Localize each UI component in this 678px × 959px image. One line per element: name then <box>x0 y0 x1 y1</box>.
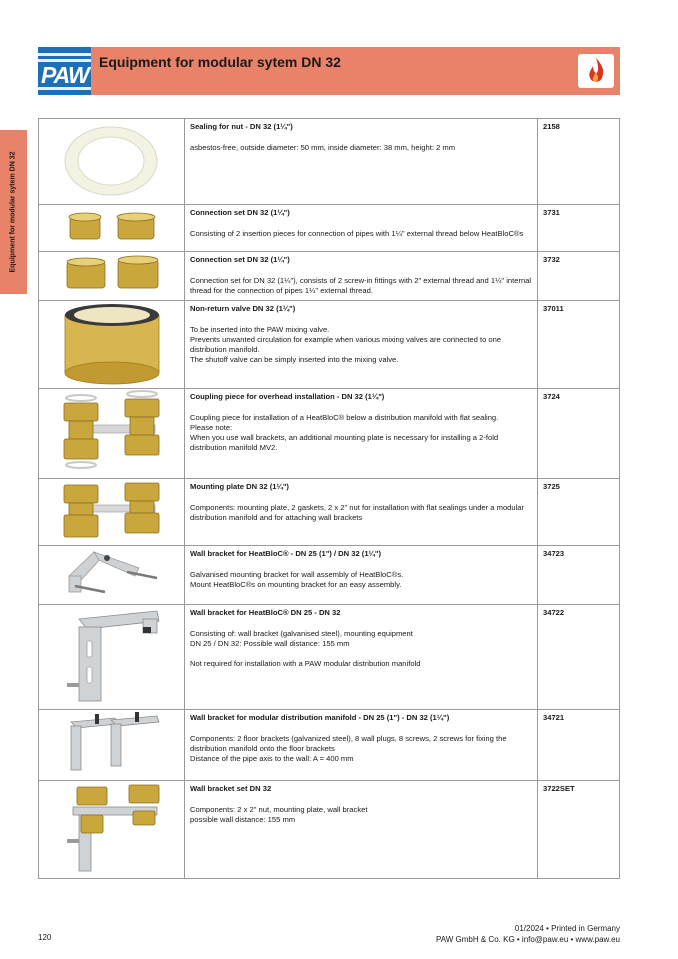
product-description <box>185 605 538 710</box>
product-description <box>185 710 538 781</box>
product-text: Prevents unwanted circulation for example when various mixing valves are connected to one distribution manifold. <box>190 335 502 354</box>
product-image-floor-brackets <box>39 710 185 781</box>
product-text: Consisting of 2 insertion pieces for connection of pipes with 1¼" external thread below HeatBloC®s <box>190 229 524 238</box>
product-code: 34723 <box>538 546 620 605</box>
product-description <box>185 389 538 479</box>
product-table <box>38 118 620 879</box>
product-code: 3722SET <box>538 781 620 879</box>
product-code: 34721 <box>538 710 620 781</box>
product-title: Wall bracket for HeatBloC® - DN 25 (1") / DN 32 (1¼") <box>190 549 382 558</box>
product-text: Distance of the pipe axis to the wall: A = 400 mm <box>190 754 354 763</box>
product-image-mounting-plate <box>39 479 185 546</box>
product-description <box>185 546 538 605</box>
product-title: Connection set DN 32 (1¼") <box>190 255 290 264</box>
product-image-wall-bracket <box>39 546 185 605</box>
product-image-non-return-valve <box>39 301 185 389</box>
product-text: DN 25 / DN 32: Possible wall distance: 155 mm <box>190 639 350 648</box>
paw-logo <box>38 47 91 95</box>
table-row <box>39 546 620 605</box>
page-title: Equipment for modular sytem DN 32 <box>99 54 341 70</box>
table-row <box>39 479 620 546</box>
product-description <box>185 301 538 389</box>
table-row <box>39 205 620 252</box>
table-row <box>39 781 620 879</box>
logo-text: PAW <box>41 62 89 88</box>
product-text: Coupling piece for installation of a HeatBloC® below a distribution manifold with flat sealing. <box>190 413 499 422</box>
product-text: When you use wall brackets, an additional mounting plate is necessary for installing a 2-fold distribution manifold MV2. <box>190 433 499 452</box>
table-row <box>39 301 620 389</box>
product-description <box>185 252 538 301</box>
product-description <box>185 119 538 205</box>
product-title: Wall bracket for HeatBloC® DN 25 - DN 32 <box>190 608 341 617</box>
product-image-connection-set <box>39 252 185 301</box>
product-text: Components: mounting plate, 2 gaskets, 2 x 2" nut for installation with flat sealings under a modular distribution manifold and for attaching wall brackets <box>190 503 525 522</box>
product-description <box>185 479 538 546</box>
table-row <box>39 605 620 710</box>
product-image-wall-bracket <box>39 605 185 710</box>
product-code: 3725 <box>538 479 620 546</box>
page-number: 120 <box>38 933 52 942</box>
product-image-coupling-piece <box>39 389 185 479</box>
product-title: Coupling piece for overhead installation - DN 32 (1¼") <box>190 392 385 401</box>
product-title: Wall bracket for modular distribution manifold - DN 25 (1") - DN 32 (1¼") <box>190 713 450 722</box>
product-text: Please note: <box>190 423 233 432</box>
product-code: 34722 <box>538 605 620 710</box>
product-title: Wall bracket set DN 32 <box>190 784 272 793</box>
product-text: Not required for installation with a PAW modular distribution manifold <box>190 659 421 668</box>
product-text: Mount HeatBloC®s on mounting bracket for an easy assembly. <box>190 580 402 589</box>
product-code: 37011 <box>538 301 620 389</box>
product-title: Mounting plate DN 32 (1¼") <box>190 482 289 491</box>
product-text: possible wall distance: 155 mm <box>190 815 296 824</box>
footer-info <box>436 923 620 945</box>
product-text: Galvanised mounting bracket for wall assembly of HeatBloC®s. <box>190 570 404 579</box>
product-title: Sealing for nut - DN 32 (1¼") <box>190 122 293 131</box>
product-code: 3724 <box>538 389 620 479</box>
product-text: Components: 2 floor brackets (galvanized steel), 8 wall plugs, 8 screws, 2 screws for fixing the distribution manifold onto the floor brackets <box>190 734 507 753</box>
product-code: 3731 <box>538 205 620 252</box>
product-image-sealing <box>39 119 185 205</box>
product-image-wall-bracket-set <box>39 781 185 879</box>
print-info: 01/2024 • Printed in Germany <box>514 924 620 933</box>
product-text: Consisting of: wall bracket (galvanised steel), mounting equipment <box>190 629 413 638</box>
product-text: asbestos-free, outside diameter: 50 mm, inside diameter: 38 mm, height: 2 mm <box>190 143 456 152</box>
header-bar <box>91 47 620 95</box>
product-description <box>185 205 538 252</box>
product-text: To be inserted into the PAW mixing valve. <box>190 325 330 334</box>
table-row <box>39 389 620 479</box>
product-text: Connection set for DN 32 (1¼"), consists of 2 screw-in fittings with 2" external thread and 1¼" internal thread for the connection of pipes 1¼" external thread. <box>190 276 532 295</box>
flame-icon <box>578 54 614 88</box>
table-row <box>39 252 620 301</box>
table-row <box>39 119 620 205</box>
product-code: 3732 <box>538 252 620 301</box>
product-code: 2158 <box>538 119 620 205</box>
product-title: Non-return valve DN 32 (1¼") <box>190 304 296 313</box>
product-text: Components: 2 x 2" nut, mounting plate, wall bracket <box>190 805 368 814</box>
company-info: PAW GmbH & Co. KG • info@paw.eu • www.paw.eu <box>435 935 620 944</box>
product-image-connection-set <box>39 205 185 252</box>
paragraph-gap <box>190 649 532 659</box>
side-tab-label: Equipment for modular sytem DN 32 <box>9 151 17 273</box>
product-title: Connection set DN 32 (1¼") <box>190 208 290 217</box>
product-description <box>185 781 538 879</box>
table-row <box>39 710 620 781</box>
product-text: The shutoff valve can be simply inserted into the mixing valve. <box>190 355 399 364</box>
